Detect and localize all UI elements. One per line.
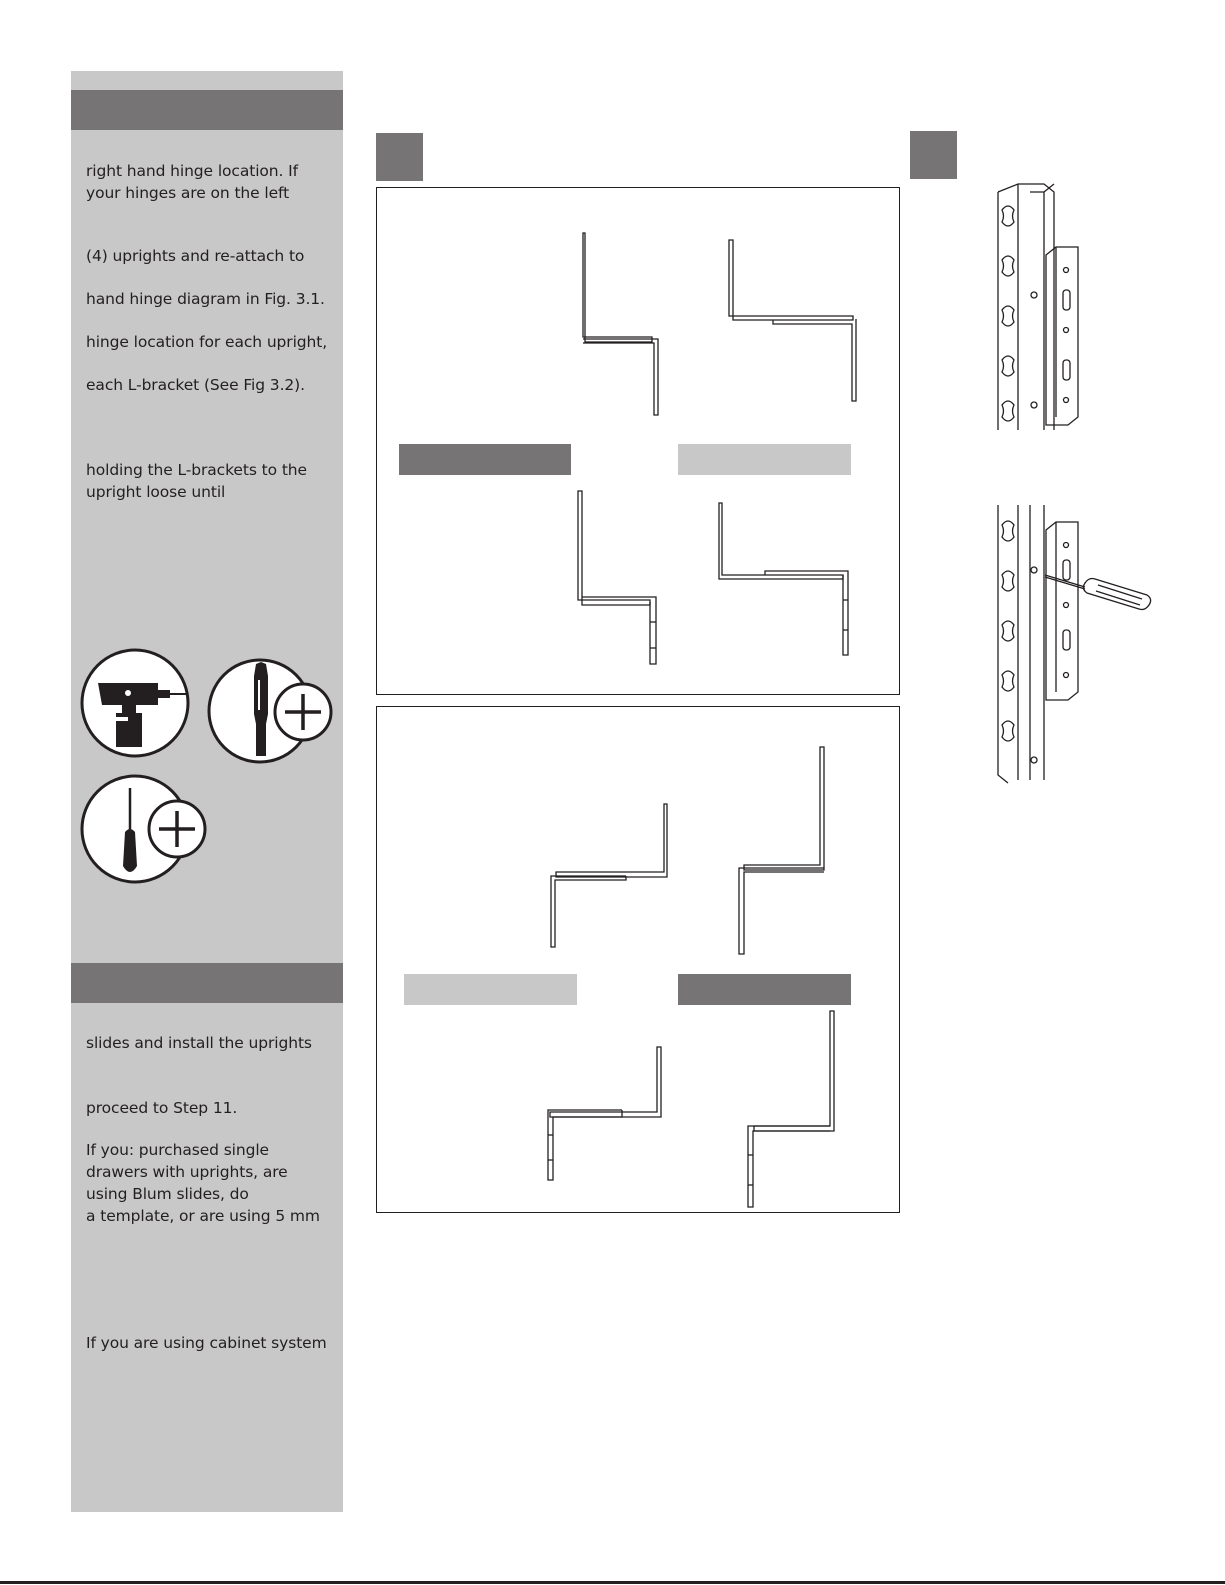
upright-bracket-screwdriver (990, 505, 1155, 785)
instruction-text: slides and install the uprights (86, 1034, 312, 1052)
upright-with-bracket (990, 180, 1090, 430)
l-bracket-drawing (583, 339, 658, 415)
instruction-text: hand hinge diagram in Fig. 3.1. (86, 290, 325, 308)
l-bracket-drawing (548, 1110, 622, 1180)
l-bracket-drawing (729, 240, 853, 320)
instruction-text: proceed to Step 11. (86, 1099, 238, 1117)
l-bracket-drawing (551, 876, 626, 947)
l-bracket-drawing (550, 1047, 661, 1117)
instruction-text: If you: purchased single drawers with uprights, are using Blum slides, do a template, or are using 5 mm (86, 1141, 320, 1225)
instruction-text: right hand hinge location. If your hinges are on the left (86, 162, 298, 202)
page-bottom-rule (0, 1581, 1225, 1584)
instruction-text: hinge location for each upright, (86, 333, 328, 351)
l-bracket-drawing (748, 1126, 830, 1207)
l-bracket-drawing (765, 571, 848, 655)
l-bracket-drawing (773, 319, 856, 401)
instruction-text: each L-bracket (See Fig 3.2). (86, 376, 305, 394)
l-bracket-drawing (719, 503, 843, 579)
l-bracket-drawing (744, 747, 824, 870)
l-bracket-drawing (583, 233, 652, 342)
l-bracket-drawing (556, 804, 667, 877)
l-bracket-drawing (582, 597, 656, 664)
instruction-text: (4) uprights and re-attach to (86, 247, 305, 265)
l-bracket-drawing (754, 1011, 834, 1131)
l-bracket-drawing (739, 868, 824, 954)
instruction-text: holding the L-brackets to the upright loose until (86, 461, 307, 501)
instruction-text: If you are using cabinet system (86, 1334, 327, 1352)
l-bracket-drawing (578, 491, 650, 605)
